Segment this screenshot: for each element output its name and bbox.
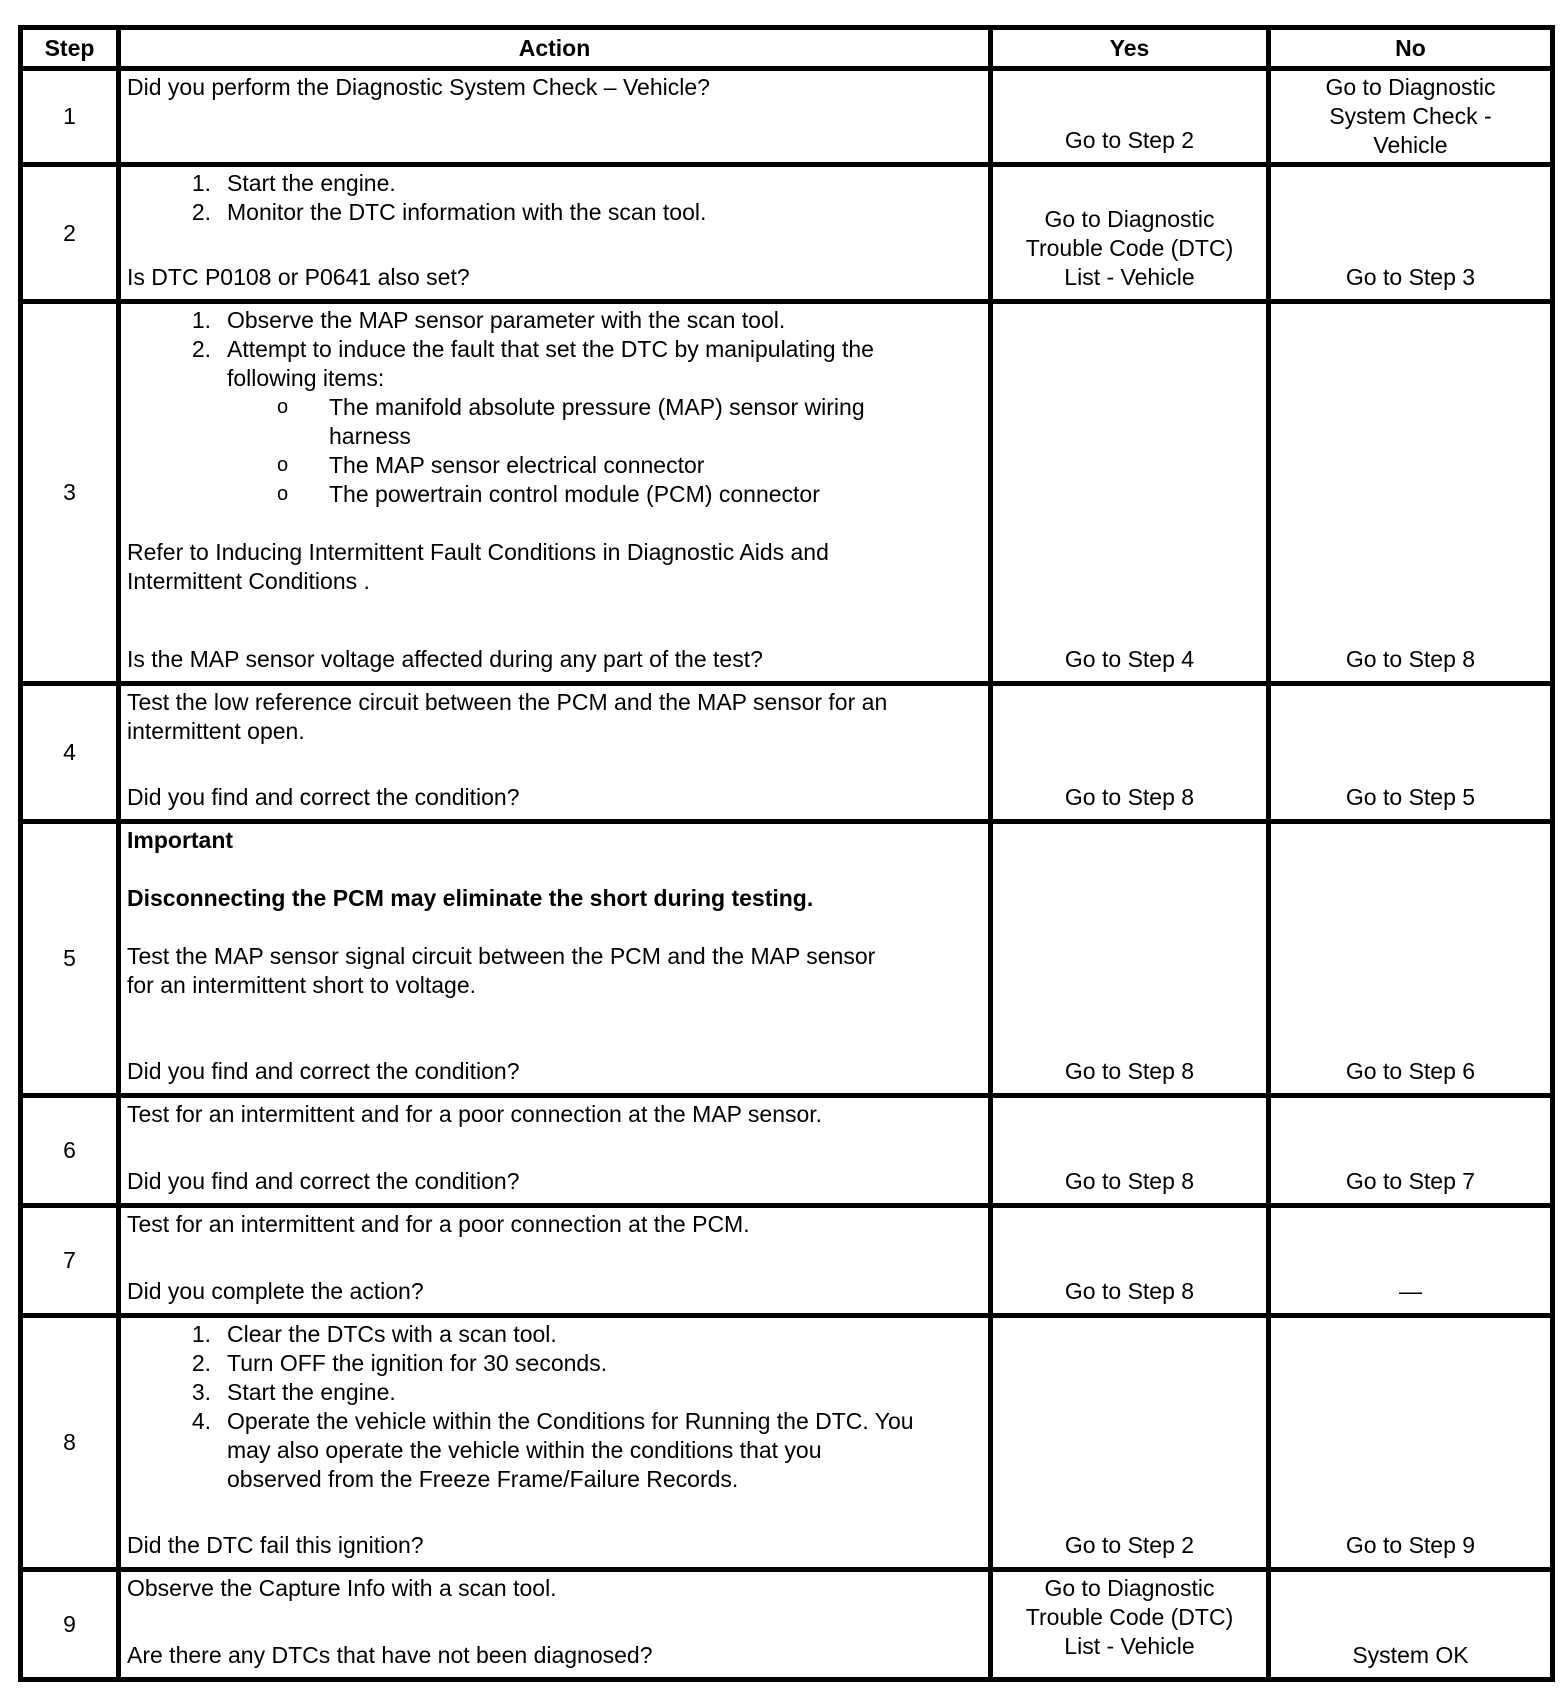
list-item: 1. Observe the MAP sensor parameter with the scan tool. (191, 307, 786, 333)
yes-result: Go to Step 8 (1064, 1168, 1195, 1194)
action-question: Did you complete the action? (127, 1278, 424, 1304)
action-cell (119, 822, 991, 1096)
action-text: Did you perform the Diagnostic System Check – Vehicle? (127, 74, 710, 100)
action-cell (119, 1096, 991, 1206)
no-cell (1269, 302, 1553, 684)
sub-list-item: o The MAP sensor electrical connector (277, 452, 705, 478)
action-question: Are there any DTCs that have not been diagnosed? (127, 1642, 653, 1668)
action-question: Did you find and correct the condition? (127, 1058, 520, 1084)
table-row (21, 1316, 1553, 1570)
yes-result: Go to Step 8 (1064, 1058, 1195, 1084)
header-step: Step (21, 28, 119, 69)
list-item: 4. Operate the vehicle within the Conditions for Running the DTC. You may also operate the vehicle within the conditions that you observed from the Freeze Frame/Failure Records. (191, 1408, 914, 1492)
yes-cell (991, 1206, 1269, 1316)
header-no: No (1269, 28, 1553, 69)
no-result: Go to Step 8 (1345, 646, 1476, 672)
no-result: — (1399, 1278, 1422, 1304)
list-item: 2. Turn OFF the ignition for 30 seconds. (191, 1350, 608, 1376)
no-cell (1269, 69, 1553, 165)
table-row (21, 302, 1553, 684)
no-result-line: Vehicle (1373, 132, 1448, 158)
yes-result: Go to Step 4 (1064, 646, 1195, 672)
step-number: 2 (21, 165, 119, 302)
yes-cell (991, 1570, 1269, 1680)
yes-result: Go to Step 2 (1064, 1532, 1195, 1558)
yes-cell (991, 1316, 1269, 1570)
step-number: 3 (21, 302, 119, 684)
list-item: 1. Clear the DTCs with a scan tool. (191, 1321, 557, 1347)
step-number: 8 (21, 1316, 119, 1570)
no-result-line: Go to Diagnostic (1325, 74, 1496, 100)
action-cell (119, 684, 991, 822)
no-result: Go to Step 7 (1345, 1168, 1476, 1194)
step-number: 9 (21, 1570, 119, 1680)
diagnostic-table (18, 25, 1555, 1682)
yes-cell (991, 822, 1269, 1096)
header-row (21, 28, 1553, 69)
yes-result-line: List - Vehicle (1064, 1633, 1195, 1659)
action-cell (119, 165, 991, 302)
table-row (21, 1096, 1553, 1206)
refer-text: Intermittent Conditions . (127, 568, 370, 594)
table-row (21, 165, 1553, 302)
table-row (21, 822, 1553, 1096)
no-cell (1269, 1096, 1553, 1206)
step-number: 6 (21, 1096, 119, 1206)
action-text: intermittent open. (127, 718, 305, 744)
yes-result-line: Trouble Code (DTC) (1025, 1604, 1234, 1630)
no-result: Go to Step 3 (1345, 264, 1476, 290)
step-number: 4 (21, 684, 119, 822)
yes-cell (991, 684, 1269, 822)
yes-result: Go to Step 8 (1064, 1278, 1195, 1304)
no-result: Go to Step 5 (1345, 784, 1476, 810)
yes-result-line: List - Vehicle (1064, 264, 1195, 290)
step-number: 5 (21, 822, 119, 1096)
action-text: Test for an intermittent and for a poor connection at the MAP sensor. (127, 1101, 823, 1127)
table-row (21, 1570, 1553, 1680)
yes-result: Go to Step 2 (1064, 127, 1195, 153)
action-cell (119, 1570, 991, 1680)
yes-result-line: Trouble Code (DTC) (1025, 235, 1234, 261)
no-cell (1269, 1570, 1553, 1680)
action-question: Is DTC P0108 or P0641 also set? (127, 264, 470, 290)
action-text: for an intermittent short to voltage. (127, 972, 477, 998)
table-row (21, 1206, 1553, 1316)
yes-cell (991, 69, 1269, 165)
important-label: Important (127, 827, 234, 853)
diagnostic-table-page (18, 25, 1550, 1682)
no-cell (1269, 822, 1553, 1096)
refer-text: Refer to Inducing Intermittent Fault Conditions in Diagnostic Aids and (127, 539, 829, 565)
action-text: Observe the Capture Info with a scan tool. (127, 1575, 557, 1601)
yes-cell (991, 165, 1269, 302)
action-cell (119, 1206, 991, 1316)
no-result: Go to Step 6 (1345, 1058, 1476, 1084)
step-number: 7 (21, 1206, 119, 1316)
yes-cell (991, 302, 1269, 684)
action-text: Test the low reference circuit between the PCM and the MAP sensor for an (127, 689, 888, 715)
no-cell (1269, 165, 1553, 302)
no-result: System OK (1352, 1642, 1469, 1668)
action-question: Is the MAP sensor voltage affected during any part of the test? (127, 646, 763, 672)
action-cell (119, 1316, 991, 1570)
action-question: Did you find and correct the condition? (127, 784, 520, 810)
action-cell (119, 302, 991, 684)
action-question: Did the DTC fail this ignition? (127, 1532, 424, 1558)
list-item: 3. Start the engine. (191, 1379, 396, 1405)
no-result-line: System Check - (1329, 103, 1492, 129)
no-cell (1269, 684, 1553, 822)
header-action: Action (119, 28, 991, 69)
no-result: Go to Step 9 (1345, 1532, 1476, 1558)
action-question: Did you find and correct the condition? (127, 1168, 520, 1194)
sub-list-item: o The manifold absolute pressure (MAP) sensor wiring harness (277, 394, 865, 449)
yes-result: Go to Step 8 (1064, 784, 1195, 810)
no-cell (1269, 1316, 1553, 1570)
list-item: 2. Attempt to induce the fault that set the DTC by manipulating the following items: (191, 336, 874, 391)
yes-cell (991, 1096, 1269, 1206)
action-text: Test for an intermittent and for a poor connection at the PCM. (127, 1211, 750, 1237)
yes-result-line: Go to Diagnostic (1044, 206, 1215, 232)
no-cell (1269, 1206, 1553, 1316)
action-cell (119, 69, 991, 165)
header-yes: Yes (991, 28, 1269, 69)
sub-list-item: o The powertrain control module (PCM) connector (277, 481, 820, 507)
warning-text: Disconnecting the PCM may eliminate the short during testing. (127, 885, 814, 911)
step-number: 1 (21, 69, 119, 165)
action-text: Test the MAP sensor signal circuit between the PCM and the MAP sensor (127, 943, 876, 969)
yes-result-line: Go to Diagnostic (1044, 1575, 1215, 1601)
list-item: 2. Monitor the DTC information with the scan tool. (191, 199, 707, 225)
table-row (21, 684, 1553, 822)
table-row (21, 69, 1553, 165)
list-item: 1. Start the engine. (191, 170, 396, 196)
